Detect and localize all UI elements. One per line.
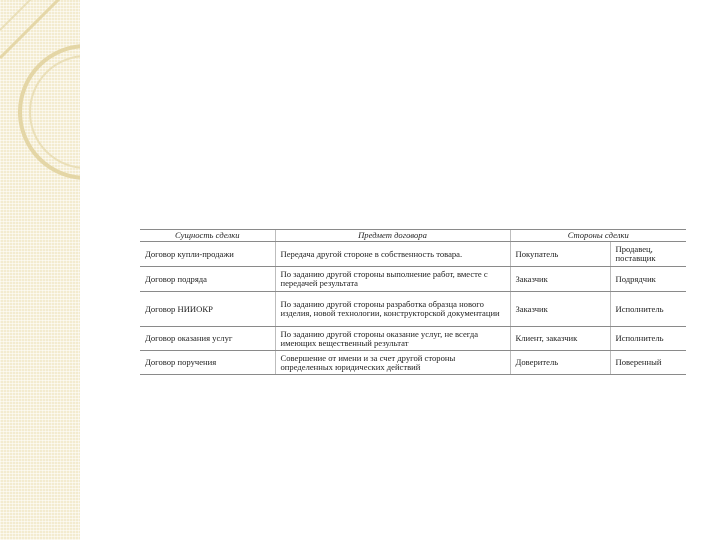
decor-diagonal-line: [0, 0, 70, 58]
cell-party-a: Клиент, заказчик: [510, 327, 610, 351]
cell-contract-type: Договор оказания услуг: [140, 327, 275, 351]
cell-subject: Передача другой стороне в собственность товара.: [275, 242, 510, 267]
cell-contract-type: Договор НИИОКР: [140, 292, 275, 327]
cell-party-a: Доверитель: [510, 351, 610, 375]
cell-party-b: Исполнитель: [610, 327, 686, 351]
cell-party-a: Заказчик: [510, 292, 610, 327]
cell-subject: Совершение от имени и за счет другой стороны определенных юридических действий: [275, 351, 510, 375]
cell-subject: По заданию другой стороны выполнение работ, вместе с передачей результата: [275, 267, 510, 292]
table-row: [140, 351, 686, 375]
decorative-side-panel: [0, 0, 80, 540]
header-essence: Сущность сделки: [140, 230, 275, 242]
table-header-row: [140, 230, 686, 242]
table-row: [140, 242, 686, 267]
cell-contract-type: Договор подряда: [140, 267, 275, 292]
table-row: [140, 327, 686, 351]
cell-party-b: Исполнитель: [610, 292, 686, 327]
cell-party-b: Поверенный: [610, 351, 686, 375]
table-row: [140, 267, 686, 292]
decor-diagonal-line: [0, 0, 45, 30]
cell-party-a: Заказчик: [510, 267, 610, 292]
decorative-swirl: [0, 0, 80, 540]
cell-contract-type: Договор купли-продажи: [140, 242, 275, 267]
cell-subject: По заданию другой стороны разработка образца нового изделия, новой технологии, конструкторской документации: [275, 292, 510, 327]
cell-party-b: Подрядчик: [610, 267, 686, 292]
contracts-table: [140, 229, 686, 375]
cell-subject: По заданию другой стороны оказание услуг, не всегда имеющих вещественный результат: [275, 327, 510, 351]
cell-party-a: Покупатель: [510, 242, 610, 267]
header-subject: Предмет договора: [275, 230, 510, 242]
cell-party-b: Продавец, поставщик: [610, 242, 686, 267]
cell-contract-type: Договор поручения: [140, 351, 275, 375]
table-row: [140, 292, 686, 327]
decor-circle: [30, 56, 80, 168]
header-parties: Стороны сделки: [510, 230, 686, 242]
